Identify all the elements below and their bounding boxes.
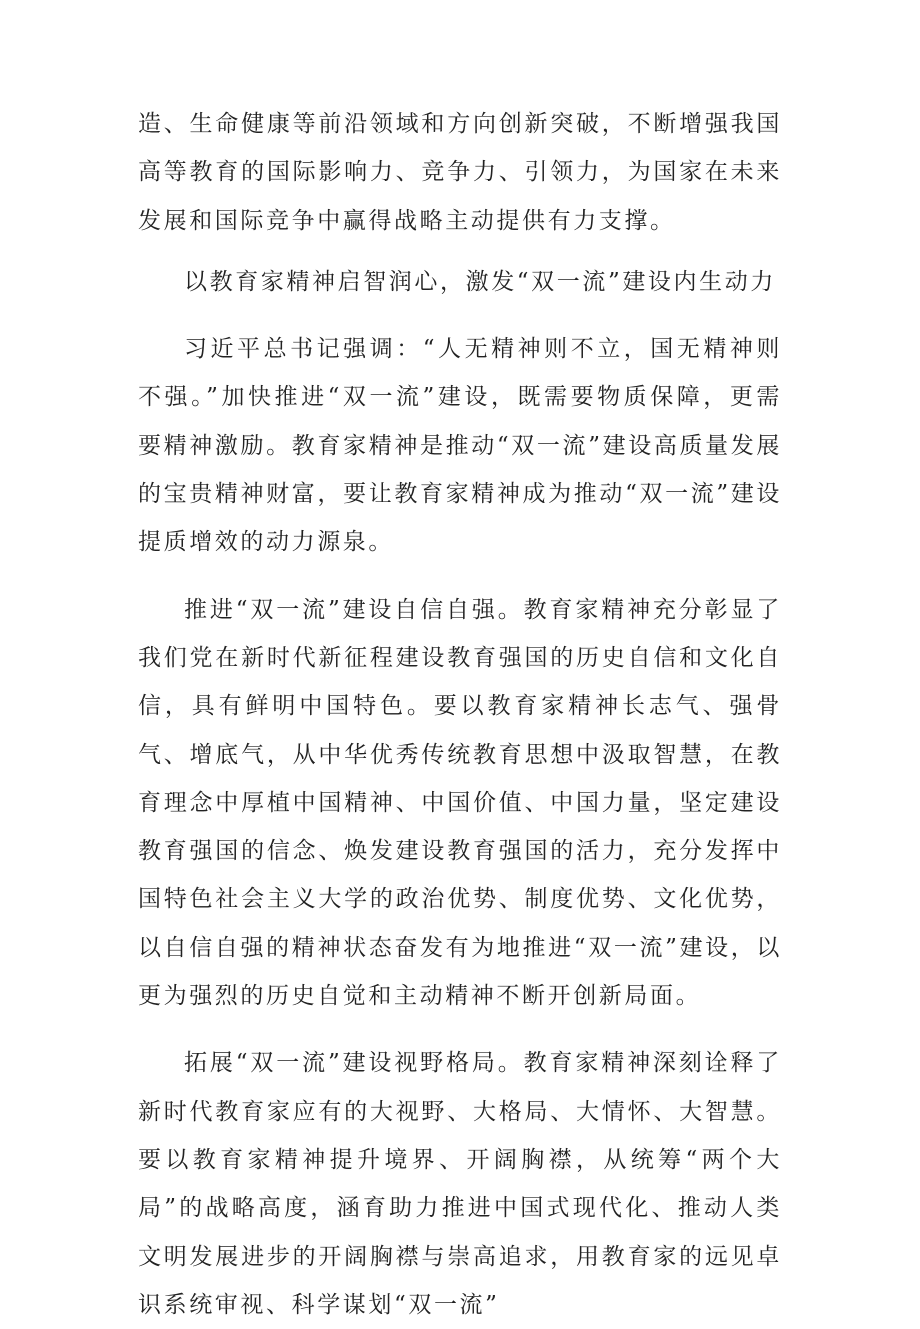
- paragraph-continuation: 造、生命健康等前沿领域和方向创新突破，不断增强我国高等教育的国际影响力、竞争力、引领力，为国家在未来发展和国际竞争中赢得战略主动提供有力支撑。: [138, 111, 782, 234]
- article-body: [138, 100, 782, 1329]
- paragraph-vision: 拓展“双一流”建设视野格局。教育家精神深刻诠释了新时代教育家应有的大视野、大格局、大情怀、大智慧。要以教育家精神提升境界、开阔胸襟，从统筹“两个大局”的战略高度，涵育助力推进中国式现代化、推动人类文明发展进步的开阔胸襟与崇高追求，用教育家的远见卓识系统审视、科学谋划“双一流”: [138, 1050, 782, 1318]
- paragraph-quote: 习近平总书记强调：“人无精神则不立，国无精神则不强。”加快推进“双一流”建设，既需要物质保障，更需要精神激励。教育家精神是推动“双一流”建设高质量发展的宝贵精神财富，要让教育家精神成为推动“双一流”建设提质增效的动力源泉。: [138, 336, 782, 556]
- paragraph-confidence: 推进“双一流”建设自信自强。教育家精神充分彰显了我们党在新时代新征程建设教育强国的历史自信和文化自信，具有鲜明中国特色。要以教育家精神长志气、强骨气、增底气，从中华优秀传统教育思想中汲取智慧，在教育理念中厚植中国精神、中国价值、中国力量，坚定建设教育强国的信念、焕发建设教育强国的活力，充分发挥中国特色社会主义大学的政治优势、制度优势、文化优势，以自信自强的精神状态奋发有为地推进“双一流”建设，以更为强烈的历史自觉和主动精神不断开创新局面。: [138, 596, 782, 1010]
- section-heading: 以教育家精神启智润心，激发“双一流”建设内生动力: [184, 268, 776, 295]
